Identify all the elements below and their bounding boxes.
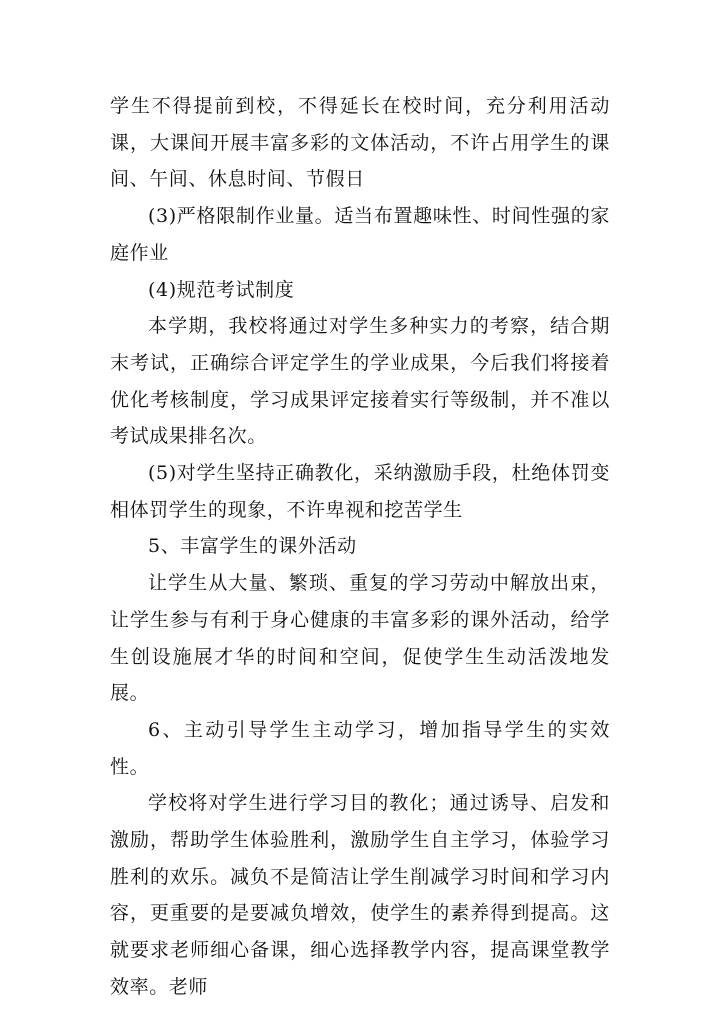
document-body: [110, 88, 610, 1006]
paragraph-6: 5、丰富学生的课外活动: [148, 535, 357, 558]
paragraph-7: 让学生从大量、繁琐、重复的学习劳动中解放出束，让学生参与有利于身心健康的丰富多彩的课外活动，给学生创设施展才华的时间和空间，促使学生生动活泼地发展。: [110, 572, 610, 705]
paragraph-9: 学校将对学生进行学习目的教化；通过诱导、启发和激励，帮助学生体验胜利，激励学生自主学习，体验学习胜利的欢乐。减负不是简洁让学生削减学习时间和学习内容，更重要的是要减负增效，使学生的素养得到提高。这就要求老师细心备课，细心选择教学内容，提高课堂教学效率。老师: [110, 792, 610, 998]
paragraph-3: (4)规范考试制度: [148, 278, 295, 301]
paragraph-1: 学生不得提前到校，不得延长在校时间，充分利用活动课，大课间开展丰富多彩的文体活动，不许占用学生的课间、午间、休息时间、节假日: [110, 95, 610, 191]
paragraph-8: 6、主动引导学生主动学习，增加指导学生的实效性。: [110, 718, 610, 778]
paragraph-4: 本学期，我校将通过对学生多种实力的考察，结合期末考试，正确综合评定学生的学业成果，今后我们将接着优化考核制度，学习成果评定接着实行等级制，并不准以考试成果排名次。: [110, 315, 610, 448]
paragraph-2: (3)严格限制作业量。适当布置趣味性、时间性强的家庭作业: [110, 205, 610, 264]
paragraph-5: (5)对学生坚持正确教化，采纳激励手段，杜绝体罚变相体罚学生的现象，不许卑视和挖苦学生: [110, 462, 610, 521]
